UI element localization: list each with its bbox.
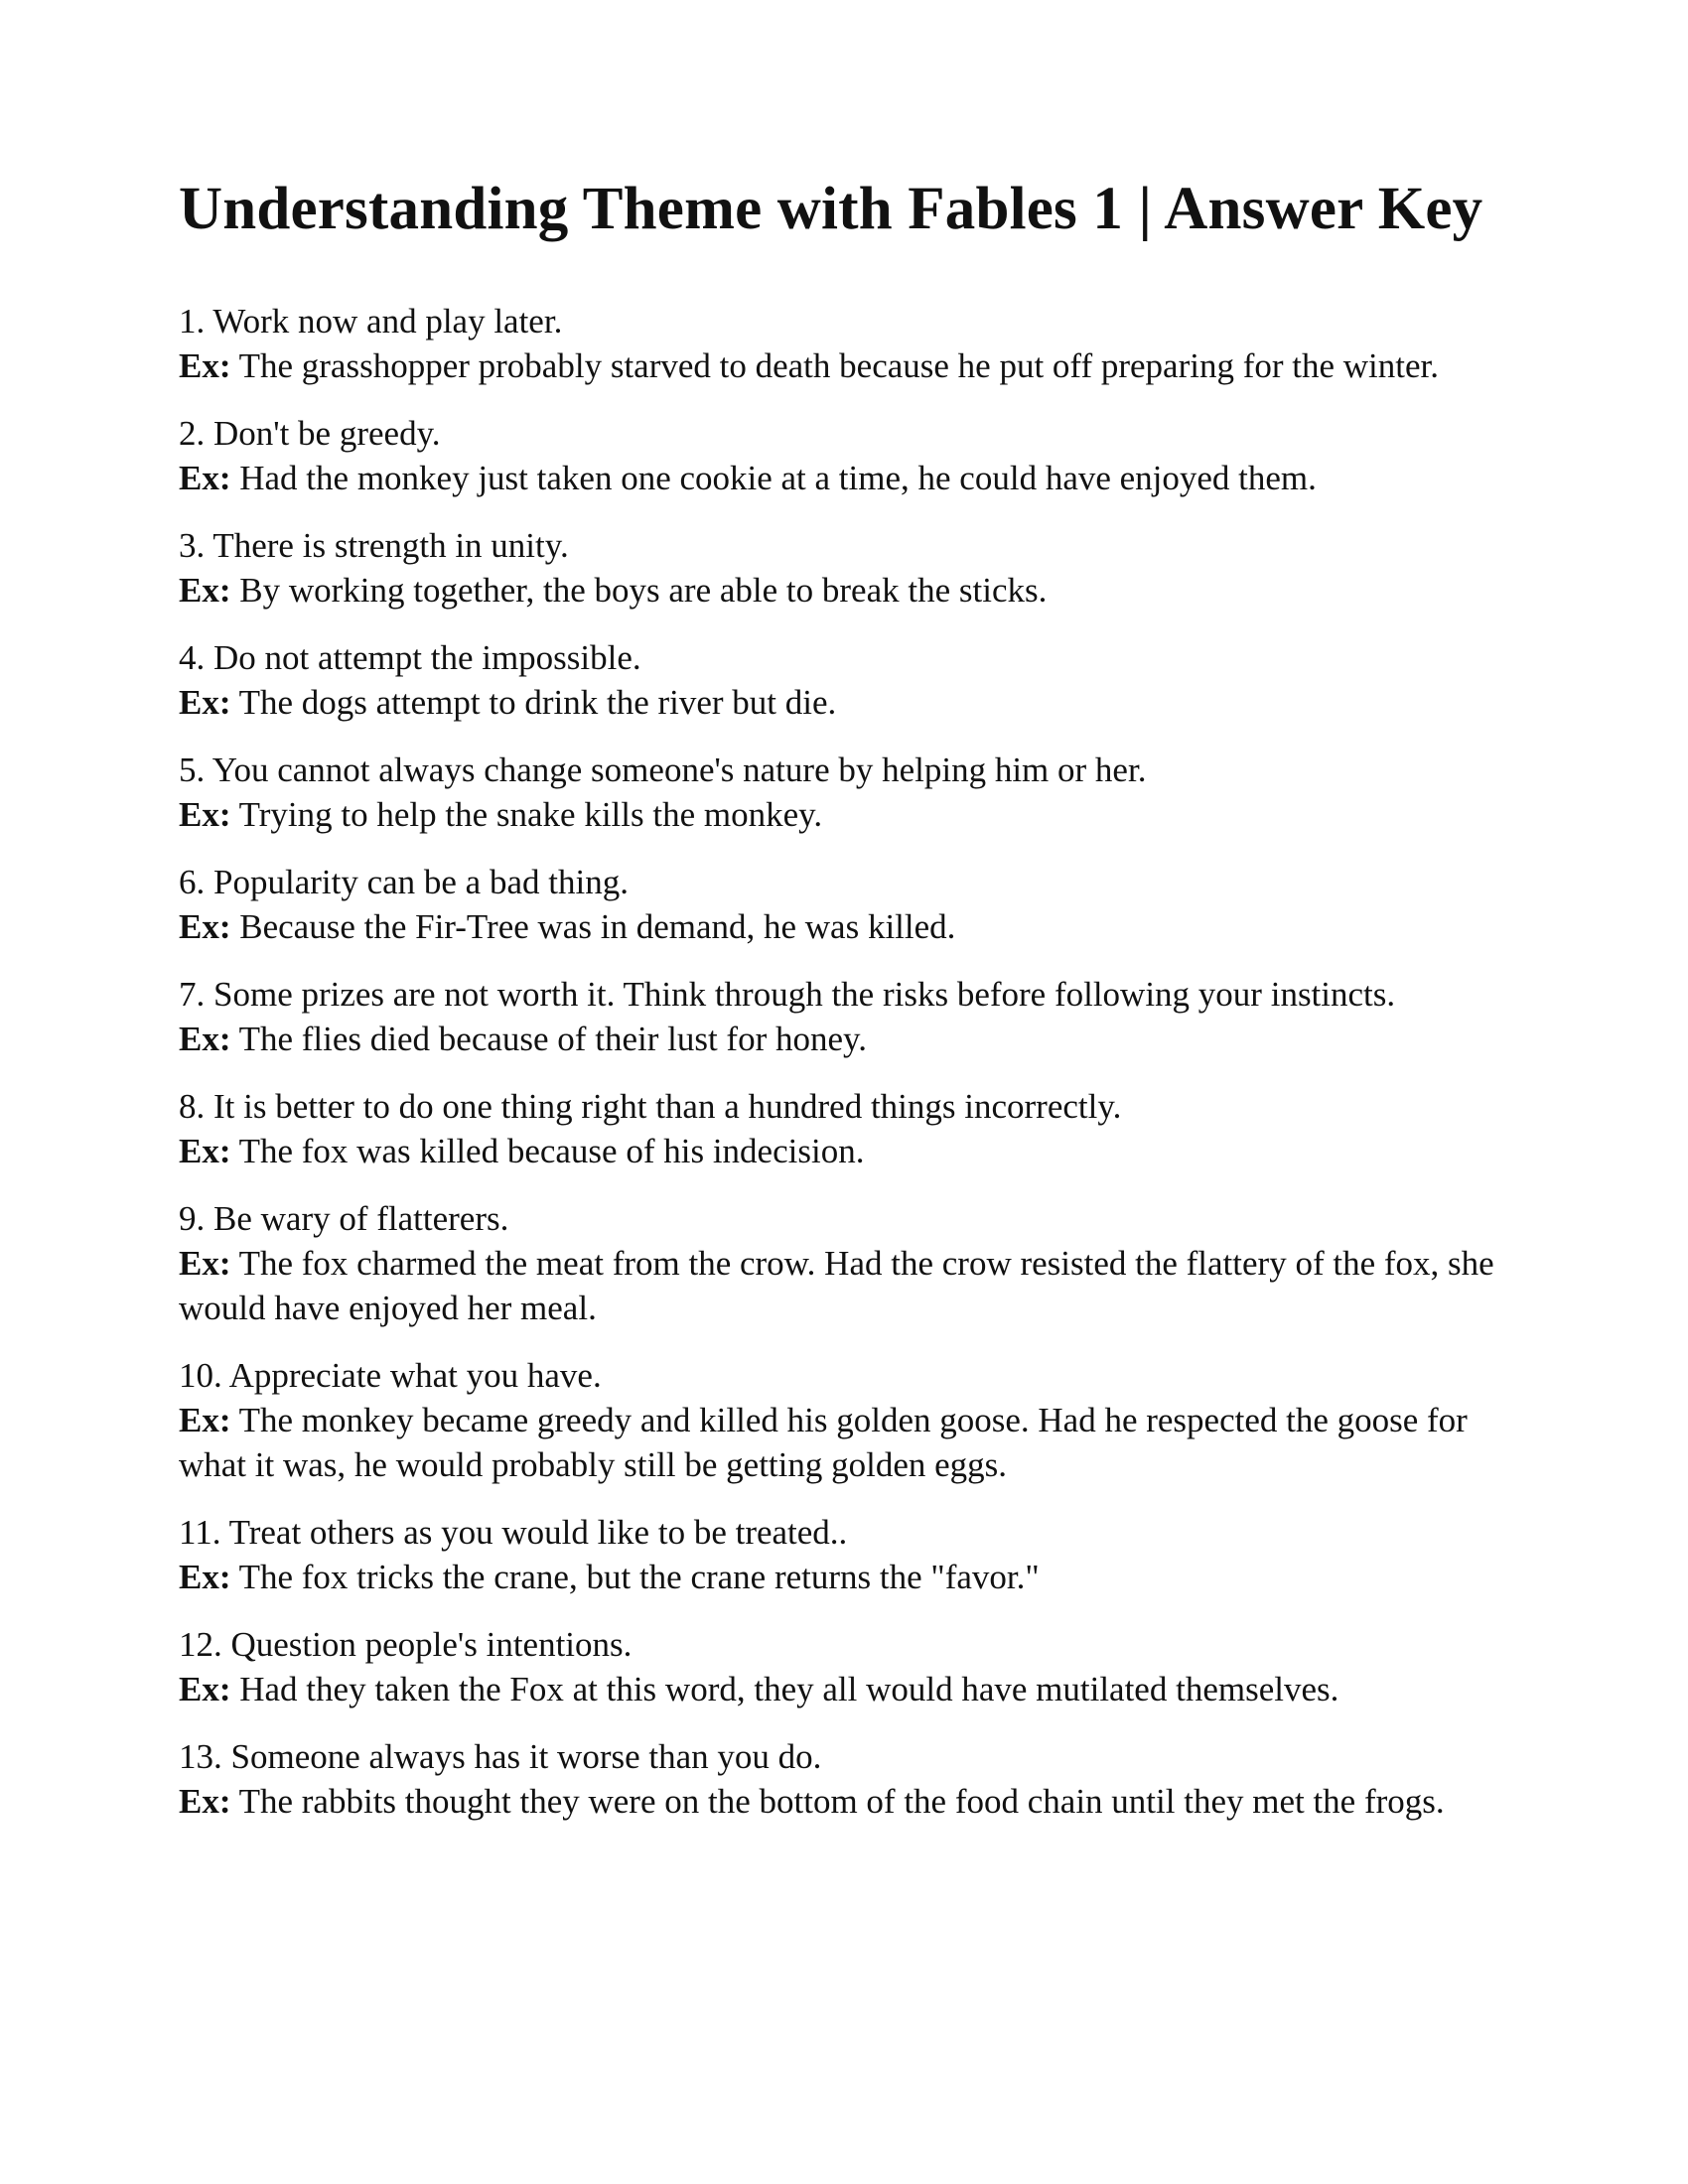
example-label: Ex:: [179, 571, 231, 610]
answer-item: [179, 411, 1509, 500]
example-line: [179, 1017, 1509, 1061]
example-label: Ex:: [179, 795, 231, 834]
page-title: Understanding Theme with Fables 1 | Answer Key: [179, 176, 1483, 242]
example-line: [179, 1398, 1509, 1487]
example-text: The fox tricks the crane, but the crane returns the "favor.": [230, 1558, 1040, 1596]
example-line: [179, 792, 1509, 837]
example-line: [179, 568, 1509, 613]
example-label: Ex:: [179, 1670, 231, 1708]
example-text: By working together, the boys are able to break the sticks.: [230, 571, 1048, 610]
example-text: The rabbits thought they were on the bottom of the food chain until they met the frogs.: [230, 1782, 1445, 1821]
example-label: Ex:: [179, 1558, 231, 1596]
example-text: The monkey became greedy and killed his golden goose. Had he respected the goose for what it was, he would probably still be getting golden eggs.: [179, 1401, 1468, 1484]
answer-key-page: [179, 174, 1509, 1846]
answer-item: [179, 972, 1509, 1061]
theme-statement: 11. Treat others as you would like to be treated..: [179, 1513, 848, 1552]
example-text: The fox was killed because of his indecision.: [230, 1132, 865, 1170]
theme-statement: 3. There is strength in unity.: [179, 526, 569, 565]
example-line: [179, 1241, 1509, 1330]
example-text: The flies died because of their lust for honey.: [230, 1020, 867, 1058]
theme-statement: 7. Some prizes are not worth it. Think through the risks before following your instincts.: [179, 975, 1396, 1014]
answer-item: [179, 1510, 1509, 1599]
example-label: Ex:: [179, 683, 231, 722]
example-line: [179, 343, 1509, 388]
theme-statement: 1. Work now and play later.: [179, 302, 563, 341]
theme-statement: 13. Someone always has it worse than you do.: [179, 1737, 822, 1776]
theme-statement: 12. Question people's intentions.: [179, 1625, 633, 1664]
example-line: [179, 1667, 1509, 1711]
answer-list: [179, 299, 1509, 1824]
example-label: Ex:: [179, 1244, 231, 1283]
theme-statement: 5. You cannot always change someone's nature by helping him or her.: [179, 751, 1147, 789]
answer-item: [179, 523, 1509, 613]
example-text: Had the monkey just taken one cookie at a time, he could have enjoyed them.: [230, 459, 1317, 497]
theme-statement: 10. Appreciate what you have.: [179, 1356, 602, 1395]
theme-statement: 9. Be wary of flatterers.: [179, 1199, 509, 1238]
answer-item: [179, 635, 1509, 725]
example-line: [179, 680, 1509, 725]
example-text: Had they taken the Fox at this word, they all would have mutilated themselves.: [230, 1670, 1339, 1708]
answer-item: [179, 1353, 1509, 1487]
answer-item: [179, 299, 1509, 388]
example-label: Ex:: [179, 1401, 231, 1439]
example-label: Ex:: [179, 346, 231, 385]
answer-item: [179, 748, 1509, 837]
theme-statement: 4. Do not attempt the impossible.: [179, 638, 641, 677]
example-line: [179, 1779, 1509, 1824]
answer-item: [179, 1734, 1509, 1824]
theme-statement: 6. Popularity can be a bad thing.: [179, 863, 629, 901]
example-label: Ex:: [179, 907, 231, 946]
example-line: [179, 456, 1509, 500]
example-text: The dogs attempt to drink the river but die.: [230, 683, 837, 722]
example-line: [179, 904, 1509, 949]
example-label: Ex:: [179, 459, 231, 497]
example-line: [179, 1555, 1509, 1599]
theme-statement: 8. It is better to do one thing right than a hundred things incorrectly.: [179, 1087, 1122, 1126]
example-text: Trying to help the snake kills the monkey.: [230, 795, 823, 834]
example-text: Because the Fir-Tree was in demand, he was killed.: [230, 907, 956, 946]
example-line: [179, 1129, 1509, 1173]
example-text: The grasshopper probably starved to death because he put off preparing for the winter.: [230, 346, 1440, 385]
example-label: Ex:: [179, 1132, 231, 1170]
answer-item: [179, 1622, 1509, 1711]
example-label: Ex:: [179, 1020, 231, 1058]
example-text: The fox charmed the meat from the crow. Had the crow resisted the flattery of the fox, she would have enjoyed her meal.: [179, 1244, 1494, 1327]
example-label: Ex:: [179, 1782, 231, 1821]
answer-item: [179, 1084, 1509, 1173]
answer-item: [179, 1196, 1509, 1330]
answer-item: [179, 860, 1509, 949]
theme-statement: 2. Don't be greedy.: [179, 414, 441, 453]
